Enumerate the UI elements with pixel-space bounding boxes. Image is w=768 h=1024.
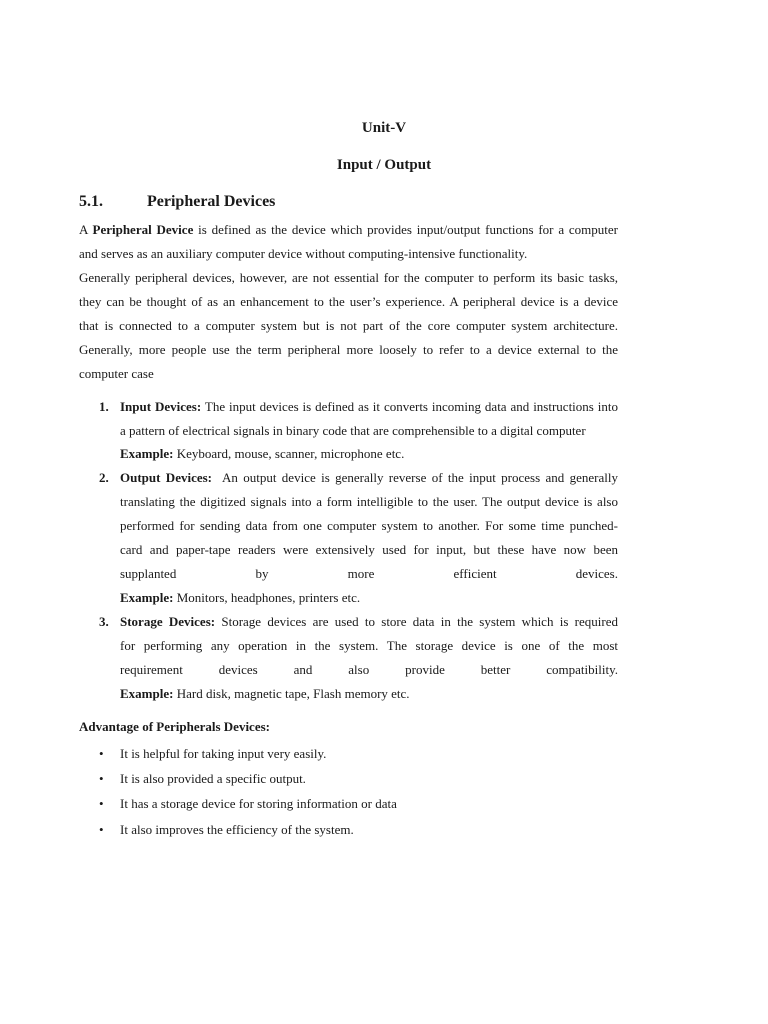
example-label: Example: — [120, 446, 174, 461]
intro-line-1: A Peripheral Device is defined as the device which provides input/output functions for a computer — [79, 222, 619, 237]
advantage-item: It also improves the efficiency of the system. — [120, 822, 354, 837]
list-item-number: 3. — [99, 614, 109, 629]
section-title: Peripheral Devices — [147, 193, 276, 210]
intro-line-4: they can be thought of as an enhancement to the user’s experience. A peripheral device is a device — [79, 294, 618, 309]
advantage-item: It is also provided a specific output. — [120, 771, 306, 786]
section-number: 5.1. — [79, 193, 103, 210]
list-item-label: Input Devices: — [120, 399, 202, 414]
intro-line-7: computer case — [79, 366, 154, 381]
list-item-number: 2. — [99, 470, 109, 485]
list-item-3-line-3: requirement devices and also provide better compatibility. — [120, 662, 618, 677]
advantages-heading: Advantage of Peripherals Devices: — [79, 719, 270, 734]
intro-line-5: that is connected to a computer system but is not part of the core computer system architecture. — [79, 318, 618, 333]
bullet-icon: • — [99, 771, 104, 786]
chapter-title: Input / Output — [336, 157, 432, 173]
bullet-icon: • — [99, 822, 104, 837]
section-heading — [79, 193, 275, 211]
list-item-3-line-2: for performing any operation in the system. The storage device is one of the most — [120, 638, 618, 653]
example-label: Example: — [120, 686, 174, 701]
list-item-2-line-1: Output Devices: An output device is generally reverse of the input process and generally — [120, 470, 618, 485]
list-item-1-example: Example: Keyboard, mouse, scanner, microphone etc. — [120, 446, 405, 461]
list-item-label: Output Devices: — [120, 470, 213, 485]
intro-line-2: and serves as an auxiliary computer device without computing-intensive functionality. — [79, 246, 528, 261]
intro-line-3: Generally peripheral devices, however, are not essential for the computer to perform its basic tasks, — [79, 270, 618, 285]
list-item-2-example: Example: Monitors, headphones, printers etc. — [120, 590, 361, 605]
list-item-2-line-5: supplanted by more efficient devices. — [120, 566, 618, 581]
list-item-2-line-4: card and paper-tape readers were extensively used for input, but these have now been — [120, 542, 618, 557]
advantage-item: It has a storage device for storing information or data — [120, 796, 397, 811]
list-item-2-line-3: performed for sending data from one computer system to another. For some time punched- — [120, 518, 618, 533]
list-item-2-line-2: translating the digitized signals into a form intelligible to the user. The output device is also — [120, 494, 618, 509]
unit-title: Unit-V — [361, 120, 407, 136]
example-label: Example: — [120, 590, 174, 605]
list-item-number: 1. — [99, 399, 109, 414]
intro-line-6: Generally, more people use the term peripheral more loosely to refer to a device external to the — [79, 342, 618, 357]
bullet-icon: • — [99, 746, 104, 761]
list-item-1-line-1: Input Devices: The input devices is defined as it converts incoming data and instructions into — [120, 399, 618, 414]
peripheral-device-term: Peripheral Device — [92, 222, 194, 237]
list-item-label: Storage Devices: — [120, 614, 216, 629]
list-item-1-line-2: a pattern of electrical signals in binary code that are comprehensible to a digital computer — [120, 423, 586, 438]
bullet-icon: • — [99, 796, 104, 811]
list-item-3-line-1: Storage Devices: Storage devices are used to store data in the system which is required — [120, 614, 618, 629]
list-item-3-example: Example: Hard disk, magnetic tape, Flash memory etc. — [120, 686, 410, 701]
advantage-item: It is helpful for taking input very easily. — [120, 746, 327, 761]
